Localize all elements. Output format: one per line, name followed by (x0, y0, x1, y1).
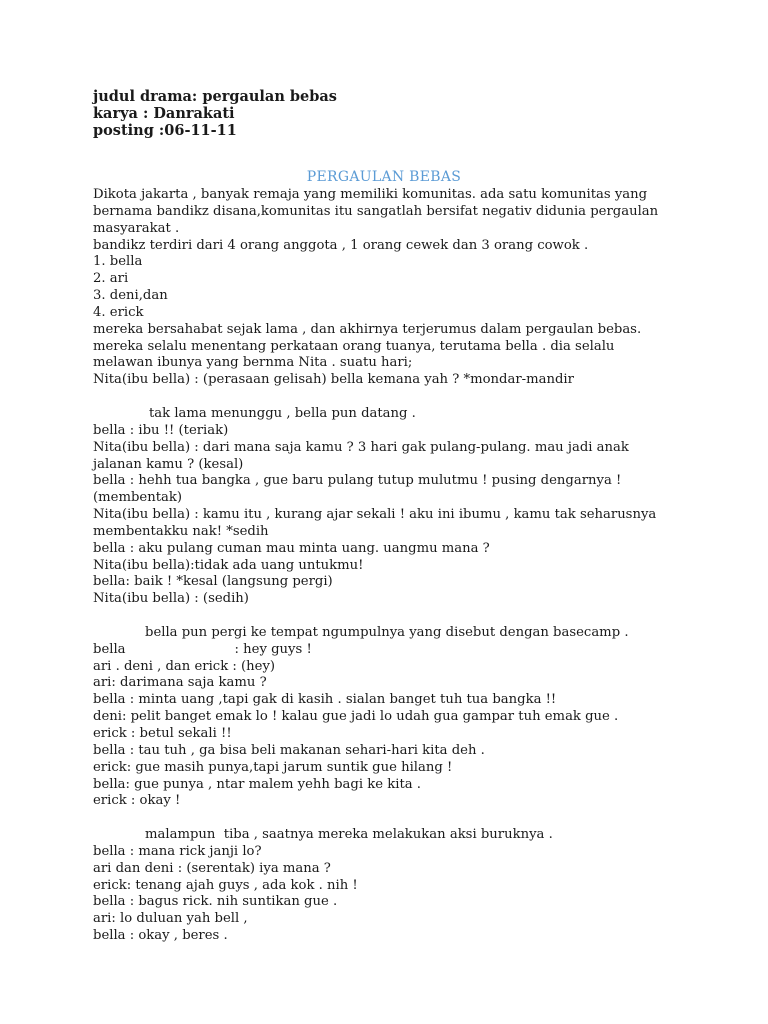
document-header (93, 88, 337, 139)
dialogue-line: bella : minta uang ,tapi gak di kasih . sialan banget tuh tua bangka !! (93, 692, 557, 708)
blank-line (93, 810, 693, 827)
dialogue-line: ari . deni , dan erick : (hey) (93, 658, 276, 674)
text-line: bandikz terdiri dari 4 orang anggota , 1 orang cewek dan 3 orang cowok . (93, 237, 589, 253)
posting-date-line: posting :06-11-11 (93, 122, 237, 139)
dialogue-line: deni: pelit banget emak lo ! kalau gue jadi lo udah gua gampar tuh emak gue . (93, 709, 619, 725)
dialogue-line: membentakku nak! *sedih (93, 523, 269, 539)
dialogue-line: erick: tenang ajah guys , ada kok . nih ! (93, 877, 358, 893)
dialogue-line: bella : ibu !! (teriak) (93, 422, 229, 438)
text-line: bernama bandikz disana,komunitas itu sangatlah bersifat negativ didunia pergaulan (93, 203, 659, 219)
dialogue-line: bella : hehh tua bangka , gue baru pulang tutup mulutmu ! pusing dengarnya ! (93, 473, 622, 489)
blank-line (93, 608, 693, 625)
dialogue-line: bella : mana rick janji lo? (93, 843, 262, 859)
text-line: Dikota jakarta , banyak remaja yang memiliki komunitas. ada satu komunitas yang (93, 187, 648, 202)
dialogue-line: bella : aku pulang cuman mau minta uang. uangmu mana ? (93, 540, 490, 556)
scene-direction: bella pun pergi ke tempat ngumpulnya yang disebut dengan basecamp . (145, 624, 629, 640)
dialogue-line: Nita(ibu bella) : (sedih) (93, 591, 249, 607)
dialogue-line: Nita(ibu bella) : dari mana saja kamu ? 3 hari gak pulang-pulang. mau jadi anak (93, 439, 629, 455)
story-body (93, 187, 693, 945)
blank-line (93, 389, 693, 406)
author-line: karya : Danrakati (93, 105, 235, 122)
dialogue-line: erick : okay ! (93, 793, 181, 809)
dialogue-line: bella : okay , beres . (93, 928, 228, 944)
dialogue-line: erick : betul sekali !! (93, 726, 232, 741)
story-title: PERGAULAN BEBAS (306, 169, 462, 185)
drama-title-line: judul drama: pergaulan bebas (93, 88, 337, 105)
dialogue-line: bella : hey guys ! (93, 641, 312, 657)
text-line: mereka bersahabat sejak lama , dan akhirnya terjerumus dalam pergaulan bebas. (93, 321, 642, 337)
member-list-item: 1. bella (93, 254, 143, 270)
member-list-item: 4. erick (93, 304, 144, 320)
dialogue-line: Nita(ibu bella):tidak ada uang untukmu! (93, 557, 364, 573)
dialogue-line: ari dan deni : (serentak) iya mana ? (93, 860, 331, 876)
dialogue-line: (membentak) (93, 490, 182, 506)
dialogue-line: bella: gue punya , ntar malem yehh bagi ke kita . (93, 776, 421, 792)
dialogue-line: bella: baik ! *kesal (langsung pergi) (93, 574, 333, 590)
dialogue-line: bella : tau tuh , ga bisa beli makanan sehari-hari kita deh . (93, 742, 485, 758)
dialogue-line: ari: lo duluan yah bell , (93, 911, 248, 927)
text-line: masyarakat . (93, 220, 180, 236)
dialogue-line: bella : bagus rick. nih suntikan gue . (93, 894, 338, 910)
dialogue-line: erick: gue masih punya,tapi jarum suntik gue hilang ! (93, 759, 453, 775)
scene-direction: tak lama menunggu , bella pun datang . (149, 405, 416, 421)
dialogue-line: jalanan kamu ? (kesal) (93, 456, 244, 472)
member-list-item: 3. deni,dan (93, 288, 168, 304)
scene-direction: malampun tiba , saatnya mereka melakukan aksi buruknya . (145, 827, 553, 843)
dialogue-line: Nita(ibu bella) : (perasaan gelisah) bella kemana yah ? *mondar-mandir (93, 372, 574, 388)
text-line: melawan ibunya yang bernma Nita . suatu hari; (93, 355, 413, 371)
dialogue-line: Nita(ibu bella) : kamu itu , kurang ajar sekali ! aku ini ibumu , kamu tak seharusnya (93, 507, 657, 523)
dialogue-line: ari: darimana saja kamu ? (93, 675, 267, 691)
text-line: mereka selalu menentang perkataan orang tuanya, terutama bella . dia selalu (93, 338, 615, 354)
member-list-item: 2. ari (93, 271, 129, 287)
